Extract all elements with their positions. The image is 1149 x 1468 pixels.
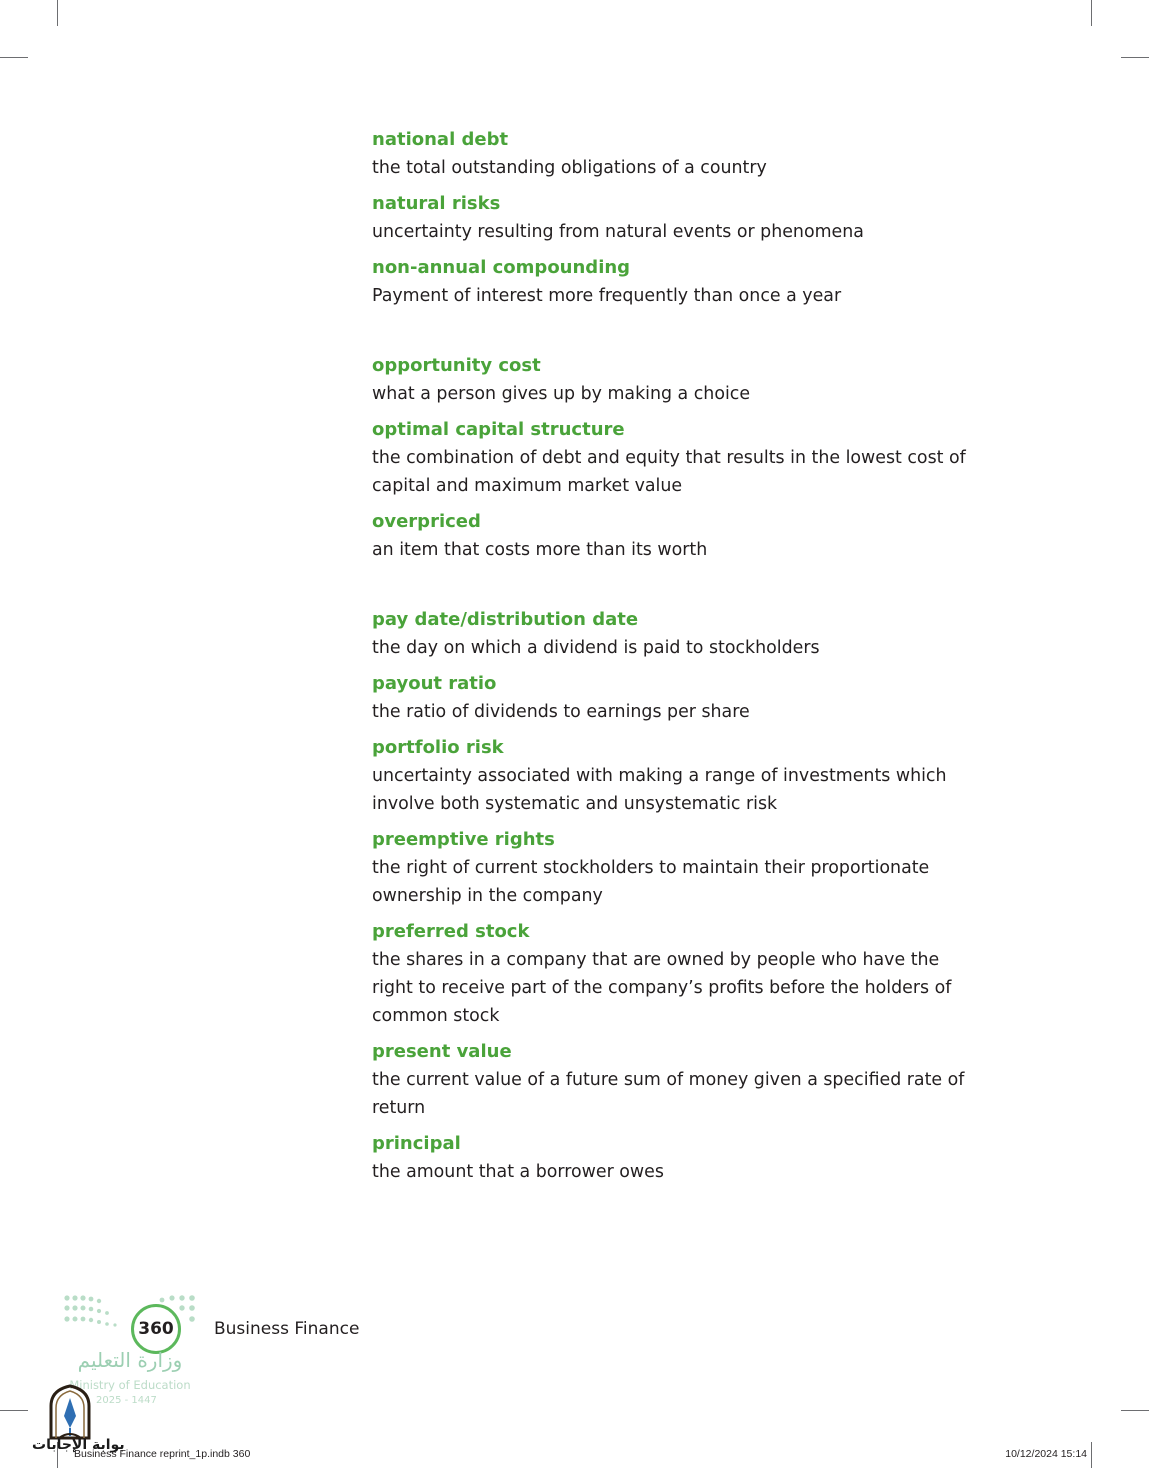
glossary-term: present value (372, 1041, 512, 1062)
glossary-entry (372, 672, 972, 726)
glossary-term: preferred stock (372, 921, 530, 942)
crop-mark (1121, 1410, 1149, 1411)
glossary-term: pay date/distribution date (372, 609, 639, 630)
glossary-entry (372, 418, 972, 500)
glossary-entry (372, 920, 972, 1030)
glossary-definition: the shares in a company that are owned by people who have the right to receive part of the company’s profits before the holders of common stock (372, 950, 952, 1026)
glossary-entry (372, 510, 972, 564)
crop-mark (1091, 0, 1092, 26)
glossary-definition: the day on which a dividend is paid to stockholders (372, 638, 820, 658)
print-slug-file: Business Finance reprint_1p.indb 360 (74, 1448, 251, 1460)
glossary-definition: uncertainty resulting from natural events or phenomena (372, 222, 864, 242)
glossary-list (372, 128, 972, 1186)
glossary-definition: the total outstanding obligations of a country (372, 158, 767, 178)
glossary-definition: the ratio of dividends to earnings per share (372, 702, 750, 722)
crop-mark (0, 1410, 28, 1411)
print-slug-date: 10/12/2024 15:14 (1005, 1448, 1087, 1460)
glossary-definition: uncertainty associated with making a range of investments which involve both systematic and unsystematic risk (372, 766, 947, 814)
glossary-entry (372, 128, 972, 182)
glossary-entry (372, 828, 972, 910)
glossary-entry (372, 192, 972, 246)
crop-mark (0, 57, 28, 58)
page-number-badge (131, 1304, 181, 1354)
glossary-definition: the amount that a borrower owes (372, 1162, 664, 1182)
crop-mark (1121, 57, 1149, 58)
glossary-definition: the current value of a future sum of money given a specified rate of return (372, 1070, 965, 1118)
glossary-definition: what a person gives up by making a choice (372, 384, 751, 404)
ministry-arabic-name: وزارة التعليم (77, 1348, 183, 1372)
glossary-group-o (372, 354, 972, 564)
page-number: 360 (138, 1319, 174, 1339)
glossary-definition: Payment of interest more frequently than once a year (372, 286, 842, 306)
glossary-definition: the right of current stockholders to maintain their proportionate ownership in the company (372, 858, 930, 906)
glossary-term: non-annual compounding (372, 257, 631, 278)
glossary-entry (372, 256, 972, 310)
portal-logo-icon (45, 1384, 95, 1440)
glossary-group-p (372, 608, 972, 1186)
glossary-term: opportunity cost (372, 355, 541, 376)
glossary-term: natural risks (372, 193, 501, 214)
glossary-entry (372, 736, 972, 818)
ministry-year: 2025 - 1447 (96, 1395, 157, 1406)
glossary-entry (372, 608, 972, 662)
glossary-term: overpriced (372, 511, 481, 532)
glossary-entry (372, 1040, 972, 1122)
glossary-definition: the combination of debt and equity that results in the lowest cost of capital and maximum market value (372, 448, 966, 496)
ministry-english-name: Ministry of Education (69, 1378, 191, 1392)
glossary-term: principal (372, 1133, 461, 1154)
glossary-entry (372, 1132, 972, 1186)
crop-mark (1091, 1442, 1092, 1468)
glossary-term: preemptive rights (372, 829, 555, 850)
glossary-term: national debt (372, 129, 509, 150)
glossary-term: payout ratio (372, 673, 497, 694)
glossary-entry (372, 354, 972, 408)
glossary-group-n (372, 128, 972, 310)
glossary-term: portfolio risk (372, 737, 504, 758)
portal-name: بوابة الإجابات (32, 1437, 125, 1453)
glossary-term: optimal capital structure (372, 419, 625, 440)
glossary-definition: an item that costs more than its worth (372, 540, 708, 560)
crop-mark (57, 0, 58, 26)
book-title: Business Finance (214, 1319, 360, 1339)
